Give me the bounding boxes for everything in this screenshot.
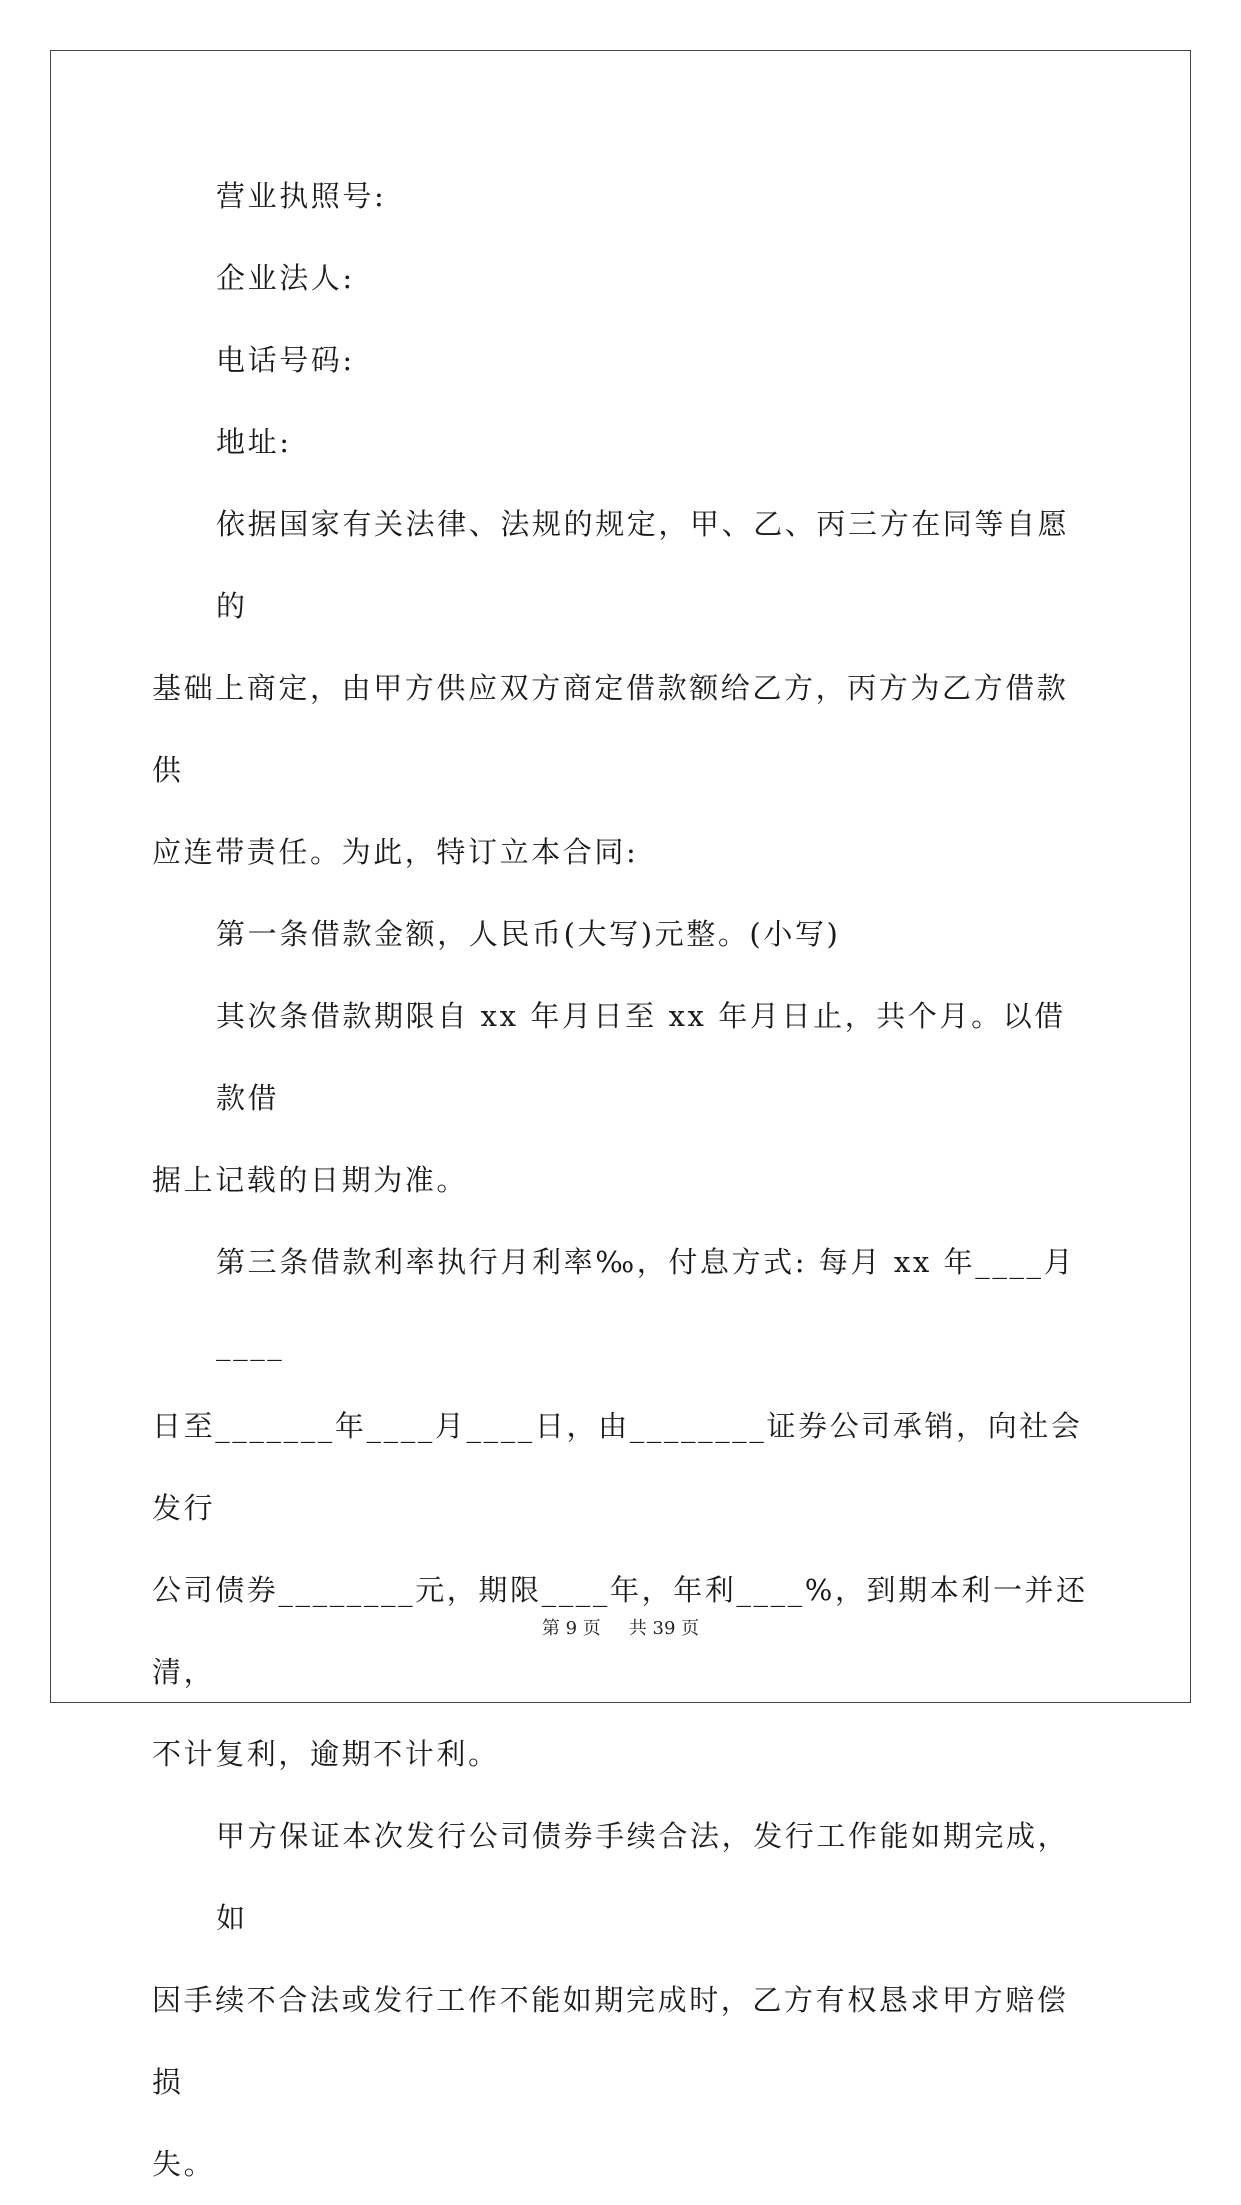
contract-text [152,155,1092,2205]
document-body [152,155,1092,2205]
text-line: 营业执照号: [216,179,387,213]
page-footer [0,1614,1241,1640]
page-number: 第 9 页 [541,1618,601,1639]
text-line: 据上记载的日期为准。 [152,1163,469,1197]
text-line: 甲方保证本次发行公司债券手续合法，发行工作能如期完成，如 [216,1819,1070,1935]
text-line: 应连带责任。为此，特订立本合同: [152,835,639,869]
text-line: 第三条借款利率执行月利率‰，付息方式: 每月 xx 年____月____ [216,1245,1076,1361]
text-line: 依据国家有关法律、法规的规定，甲、乙、丙三方在同等自愿的 [216,507,1070,623]
text-line: 失。 [152,2147,216,2181]
text-line: 企业法人: [216,261,355,295]
text-line: 因手续不合法或发行工作不能如期完成时，乙方有权恳求甲方赔偿损 [152,1983,1069,2099]
text-line: 基础上商定，由甲方供应双方商定借款额给乙方，丙方为乙方借款供 [152,671,1069,787]
page-total: 共 39 页 [628,1618,700,1639]
text-line: 其次条借款期限自 xx 年月日至 xx 年月日止，共个月。以借款借 [216,999,1066,1115]
text-line: 日至_______年____月____日，由________证券公司承销，向社会发行 [152,1409,1083,1525]
text-line: 地址: [216,425,292,459]
text-line: 不计复利，逾期不计利。 [152,1737,500,1771]
text-line: 公司债券________元，期限____年，年利____%，到期本利一并还清， [152,1573,1088,1689]
text-line: 第一条借款金额，人民币(大写)元整。(小写) [216,917,841,951]
text-line: 电话号码: [216,343,355,377]
